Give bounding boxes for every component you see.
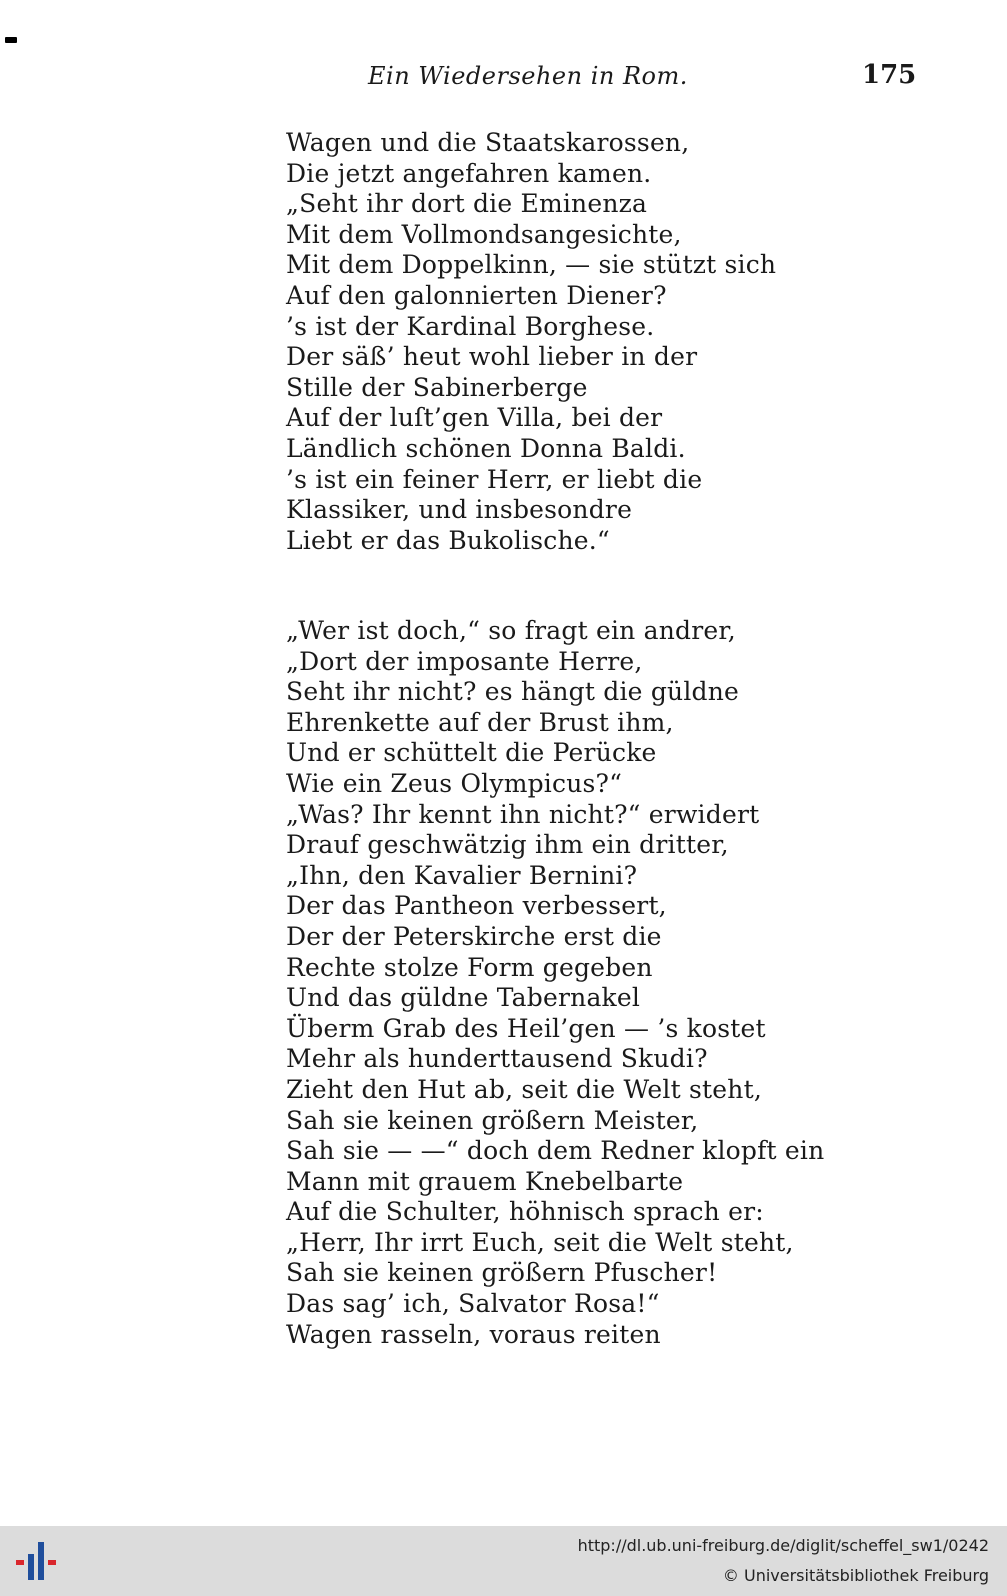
poem-line: Der das Pantheon verbessert, <box>286 891 667 921</box>
poem-line: Die jetzt angefahren kamen. <box>286 158 652 188</box>
poem-line: Auf die Schulter, höhnisch sprach er: <box>286 1197 764 1227</box>
poem-line: ’s ist ein feiner Herr, er liebt die <box>286 464 703 494</box>
poem-line: „Wer ist doch,“ so fragt ein andrer, <box>286 616 736 645</box>
poem-line: Sah sie — —“ doch dem Redner klopft ein <box>286 1136 825 1166</box>
poem-line: „Seht ihr dort die Eminenza <box>286 189 648 219</box>
poem-line: Mehr als hunderttausend Skudi? <box>286 1044 708 1074</box>
poem-line: Klassiker, und insbesondre <box>286 495 633 525</box>
poem-line: Der der Peterskirche erst die <box>286 921 662 951</box>
poem-line: ’s ist der Kardinal Borghese. <box>286 311 655 341</box>
poem-line: „Was? Ihr kennt ihn nicht?“ erwidert <box>286 799 760 829</box>
poem-stanza-2 <box>286 616 824 1350</box>
poem-line: „Dort der imposante Herre, <box>286 646 643 676</box>
poem-line: Seht ihr nicht? es hängt die güldne <box>286 677 740 707</box>
copyright-notice: © Universitätsbibliothek Freiburg <box>722 1566 989 1585</box>
poem-line: Mit dem Doppelkinn, — sie stützt sich <box>286 250 777 280</box>
footer-bar <box>0 1526 1007 1596</box>
poem-line: Wagen rasseln, voraus reiten <box>286 1319 661 1349</box>
poem-line: Stille der Sabinerberge <box>286 372 588 402</box>
poem-line: Sah sie keinen größern Pfuscher! <box>286 1258 718 1288</box>
poem-line: Sah sie keinen größern Meister, <box>286 1105 699 1135</box>
poem-line: Auf der luſt’gen Villa, bei der <box>286 403 663 433</box>
poem-line: Das sag’ ich, Salvator Rosa!“ <box>286 1289 660 1319</box>
poem-line: Liebt er das Bukolische.“ <box>286 525 610 555</box>
poem-stanza-1 <box>286 128 776 556</box>
poem-line: „Ihn, den Kavalier Bernini? <box>286 860 638 890</box>
source-url-link[interactable]: http://dl.ub.uni-freiburg.de/diglit/scheffel_sw1/0242 <box>577 1536 989 1555</box>
running-title: Ein Wiedersehen in Rom. <box>368 62 688 90</box>
poem-line: Und er schüttelt die Perücke <box>286 738 657 768</box>
page-number: 175 <box>862 60 917 90</box>
poem-line: „Herr, Ihr irrt Euch, seit die Welt steht, <box>286 1227 794 1257</box>
poem-line: Wagen und die Staatskarossen, <box>286 128 690 157</box>
poem-line: Und das güldne Tabernakel <box>286 983 641 1013</box>
poem-line: Ländlich schönen Donna Baldi. <box>286 433 686 463</box>
poem-line: Ehrenkette auf der Brust ihm, <box>286 707 674 737</box>
poem-line: Mit dem Vollmondsangesichte, <box>286 219 682 249</box>
poem-line: Wie ein Zeus Olympicus?“ <box>286 768 623 798</box>
scan-mark <box>5 37 17 43</box>
poem-line: Mann mit grauem Knebelbarte <box>286 1166 684 1196</box>
ub-freiburg-logo-icon[interactable] <box>14 1536 64 1588</box>
poem-line: Drauf geschwätzig ihm ein dritter, <box>286 830 729 860</box>
poem-line: Rechte stolze Form gegeben <box>286 952 653 982</box>
poem-line: Überm Grab des Heil’gen — ’s kostet <box>286 1013 766 1043</box>
poem-line: Auf den galonnierten Diener? <box>286 280 667 310</box>
poem-line: Zieht den Hut ab, seit die Welt steht, <box>286 1074 762 1104</box>
poem-line: Der säß’ heut wohl lieber in der <box>286 342 698 372</box>
